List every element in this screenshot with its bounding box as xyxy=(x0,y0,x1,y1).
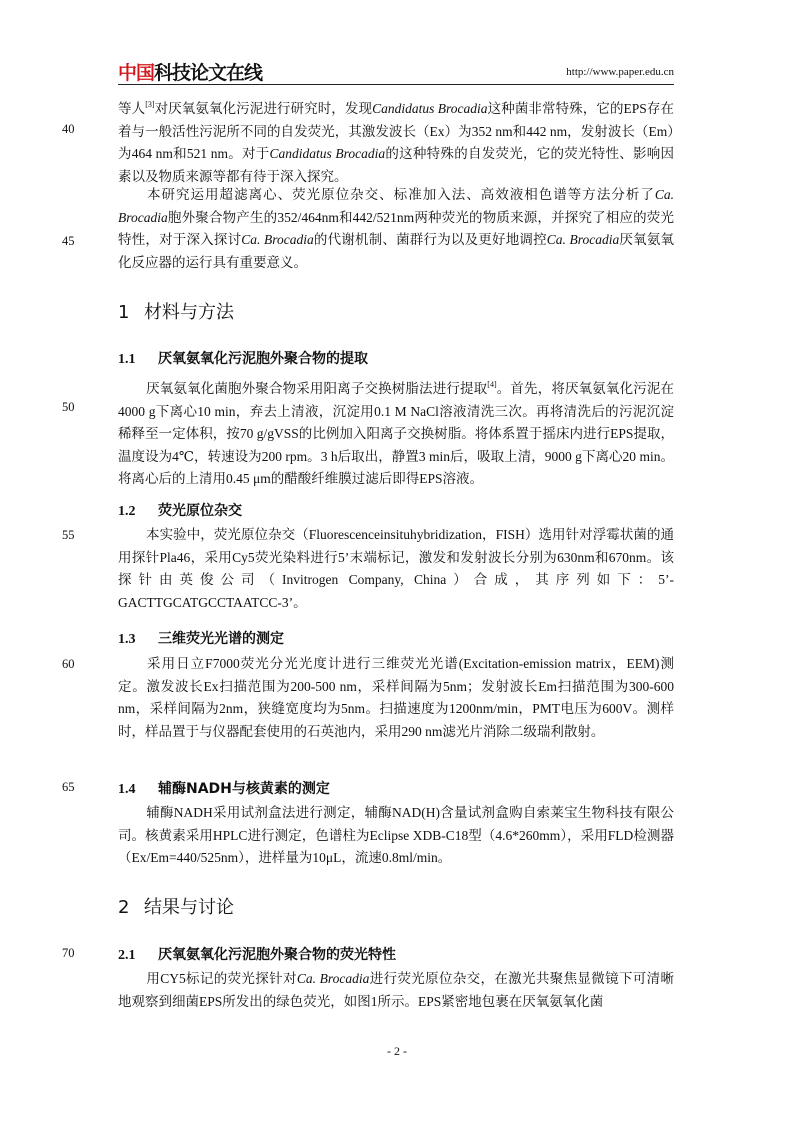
species-name: Ca. Brocadia xyxy=(546,232,620,248)
species-name: Ca. Brocadia xyxy=(241,232,314,248)
text: 胞外聚合物产生的352/464nm和442/521nm两种荧光的物质来源，并探究了相应的荧光特性，对于深入探讨 xyxy=(118,209,674,248)
species-name: Candidatus Brocadia xyxy=(269,146,386,162)
line-number: 70 xyxy=(62,946,75,960)
citation[interactable]: [4] xyxy=(487,380,497,389)
citation[interactable]: [3] xyxy=(145,100,155,109)
aim-paragraph xyxy=(118,184,674,274)
species-name: Ca. Brocadia xyxy=(118,187,674,225)
text: 的这种特殊的自发荧光，它的荧光特性、影响因素以及物质来源等都有待于深入探究。 xyxy=(118,146,674,184)
header-url[interactable]: http://www.paper.edu.cn xyxy=(566,66,674,78)
line-number: 65 xyxy=(62,780,75,794)
section-heading xyxy=(118,893,234,919)
text: 厌氧氨氧化反应器的运行具有重要意义。 xyxy=(118,232,675,270)
text: 辅酶NADH采用试剂盒法进行测定，辅酶NAD(H)含量试剂盒购自索莱宝生物科技有限公司。核黄素采用HPLC进行测定，色谱柱为Eclipse XDB-C18型（4.6*260mm），采用FLD检测器（Ex/Em=440/525nm），进样量为10μL，流速0.8ml/min。 xyxy=(118,805,674,866)
text: 进行荧光原位杂交，在激光共聚焦显微镜下可清晰地观察到细菌EPS所发出的绿色荧光，如图1所示。EPS紧密地包裹在厌氧氨氧化菌 xyxy=(118,971,674,1009)
section-title: 材料与方法 xyxy=(144,302,234,323)
subsection-heading xyxy=(118,348,368,368)
subsection-title: 厌氧氨氧化污泥胞外聚合物的荧光特性 xyxy=(158,947,396,963)
header-rule xyxy=(118,84,674,85)
section-heading xyxy=(118,298,234,324)
subsection-title: 三维荧光光谱的测定 xyxy=(158,631,284,647)
text: 本研究运用超滤离心、荧光原位杂交、标准加入法、高效液相色谱等方法分析了 xyxy=(146,187,655,202)
text: 厌氧氨氧化菌胞外聚合物采用阳离子交换树脂法进行提取 xyxy=(146,381,488,396)
subsection-number: 1.3 xyxy=(118,632,136,647)
subsection-heading xyxy=(118,500,242,520)
text: 用CY5标记的荧光探针对 xyxy=(146,971,297,986)
subsection-number: 2.1 xyxy=(118,948,136,963)
section-title: 结果与讨论 xyxy=(144,897,234,918)
line-number: 40 xyxy=(62,122,75,136)
line-number: 50 xyxy=(62,400,75,414)
text: 这种菌非常特殊，它的EPS存在着与一般活性污泥所不同的自发荧光，其激发波长（Ex）为352 nm和442 nm，发射波长（Em）为464 nm和521 nm。对于 xyxy=(118,101,674,162)
logo-black-text: 科技论文在线 xyxy=(154,62,263,84)
subsection-title: 厌氧氨氧化污泥胞外聚合物的提取 xyxy=(158,351,368,367)
line-number: 45 xyxy=(62,234,75,248)
paragraph xyxy=(118,524,674,614)
page-number: - 2 - xyxy=(387,1044,407,1058)
paragraph xyxy=(118,802,674,870)
paragraph xyxy=(118,374,674,491)
subsection-number: 1.4 xyxy=(118,782,136,797)
text: 等人 xyxy=(118,101,146,116)
intro-paragraph xyxy=(118,94,674,188)
logo-red-text: 中国 xyxy=(118,62,155,84)
species-name: Candidatus Brocadia xyxy=(372,101,488,116)
subsection-number: 1.2 xyxy=(118,504,136,519)
subsection-title: 荧光原位杂交 xyxy=(158,503,242,519)
page-header xyxy=(118,56,674,84)
text: 采用日立F7000荧光分光光度计进行三维荧光光谱(Excitation-emission matrix，EEM)测定。激发波长Ex扫描范围为200-500 nm，采样间隔为5nm；发射波长Em扫描范围为300-600 nm，采样间隔为2nm，狭缝宽度均为5nm。扫描速度为1200nm/min，PMT电压为600V。测样时，样品置于与仪器配套使用的石英池内，采用290 nm滤光片消除二级瑞利散射。 xyxy=(118,656,674,739)
section-number: 2 xyxy=(118,897,130,918)
paragraph xyxy=(118,968,674,1013)
text: 。首先，将厌氧氨氧化污泥在4000 g下离心10 min，弃去上清液，沉淀用0.1 M NaCl溶液清洗三次。再将清洗后的污泥沉淀稀释至一定体积，按70 g/gVSS的比例加入阳离子交换树脂。将体系置于摇床内进行EPS提取，温度设为4℃，转速设为200 rpm。3 h后取出，静置3 min后，吸取上清，9000 g下离心20 min。将离心后的上清用0.45 μm的醋酸纤维膜过滤后即得EPS溶液。 xyxy=(118,381,674,487)
journal-logo xyxy=(118,58,262,85)
section-number: 1 xyxy=(118,302,130,323)
line-number: 60 xyxy=(62,657,75,671)
subsection-heading xyxy=(118,628,284,648)
text: 的代谢机制、菌群行为以及更好地调控 xyxy=(313,232,547,248)
species-name: Ca. Brocadia xyxy=(296,971,370,986)
subsection-title: 辅酶NADH与核黄素的测定 xyxy=(158,781,330,797)
subsection-number: 1.1 xyxy=(118,352,136,367)
text: 本实验中，荧光原位杂交（Fluorescenceinsituhybridization，FISH）选用针对浮霉状菌的通用探针Pla46，采用Cy5荧光染料进行5’末端标记，激发和发射波长分别为630nm和670nm。该探针由英俊公司（Invitrogen Company, China）合成，其序列如下：5’-GACTTGCATGCCTAATCC-3’。 xyxy=(118,527,674,610)
line-number: 55 xyxy=(62,528,75,542)
subsection-heading xyxy=(118,944,396,964)
subsection-heading xyxy=(118,778,330,798)
text: 对厌氧氨氧化污泥进行研究时，发现 xyxy=(154,101,373,116)
paragraph xyxy=(118,653,674,743)
